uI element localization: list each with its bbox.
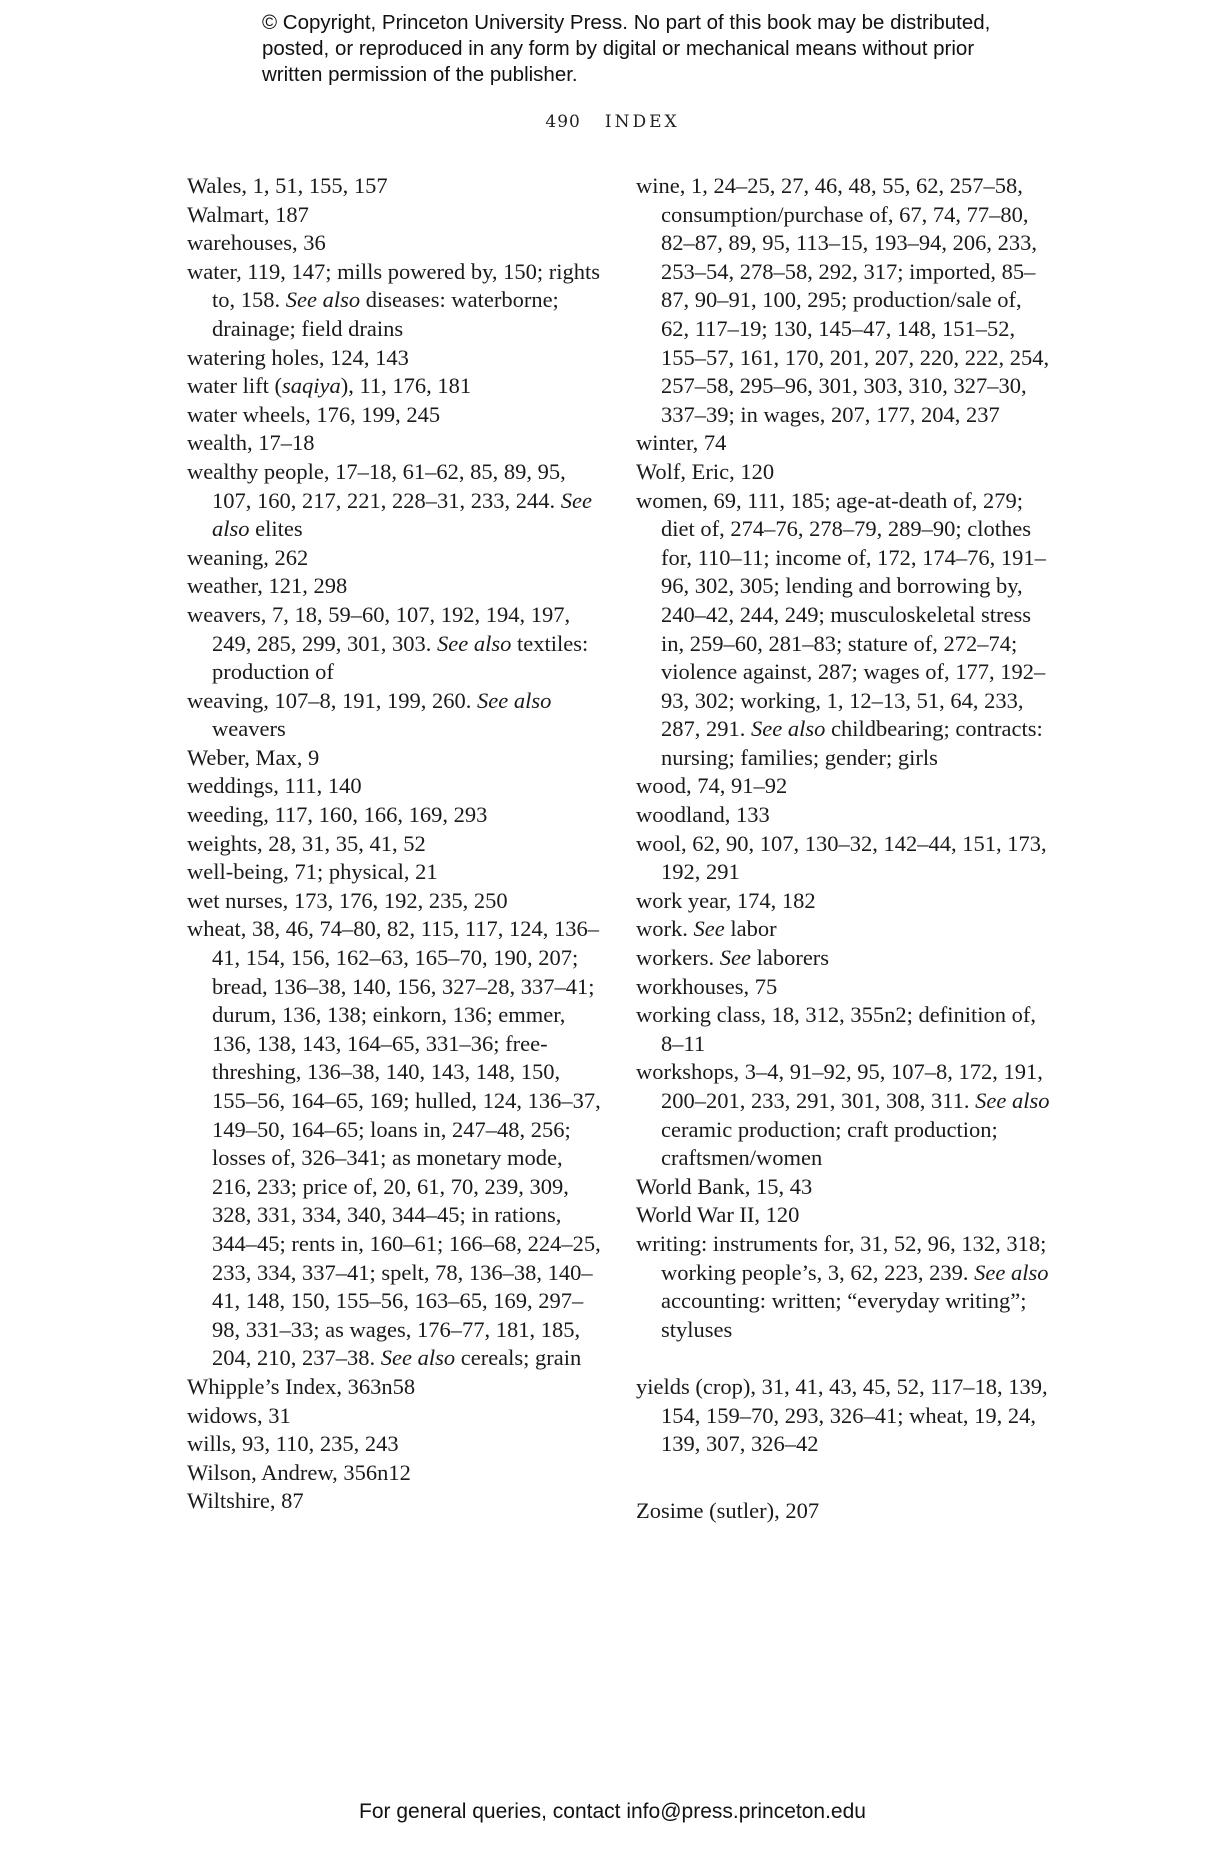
index-entry [636, 172, 1051, 429]
entry-text: work year, 174, 182 [636, 887, 816, 913]
entry-cross-reference: diseases: waterborne; drainage; field drains [212, 287, 559, 341]
index-entry [187, 772, 602, 801]
index-entry [187, 1373, 602, 1402]
index-entry [636, 1373, 1051, 1459]
entry-text: wealthy people, 17–18, 61–62, 85, 89, 95, 107, 160, 217, 221, 228–31, 233, 244. [187, 458, 566, 513]
index-entry [187, 915, 602, 1373]
entry-text: winter, 74 [636, 430, 727, 456]
index-entry [636, 1001, 1051, 1058]
entry-text: wool, 62, 90, 107, 130–32, 142–44, 151, 173, 192, 291 [636, 830, 1047, 885]
entry-text: well-being, 71; physical, 21 [187, 859, 438, 885]
index-entry [187, 544, 602, 573]
index-entry [187, 1459, 602, 1488]
index-entry [187, 258, 602, 344]
entry-text: yields (crop), 31, 41, 43, 45, 52, 117–18, 139, 154, 159–70, 293, 326–41; wheat, 19, 24, 139, 307, 326–42 [636, 1373, 1048, 1457]
see-also-label: See also [975, 1088, 1050, 1113]
entry-text: World War II, 120 [636, 1202, 800, 1228]
see-also-label: See [719, 945, 751, 971]
index-entry [187, 229, 602, 258]
entry-text: Zosime (sutler), 207 [636, 1497, 820, 1523]
entry-text: writing: instruments for, 31, 52, 96, 132, 318; working people’s, 3, 62, 223, 239. [636, 1230, 1047, 1285]
entry-text: weavers, 7, 18, 59–60, 107, 192, 194, 197, 249, 285, 299, 301, 303. [187, 601, 571, 656]
entry-text: wood, 74, 91–92 [636, 773, 788, 799]
index-entry [187, 429, 602, 458]
index-entry [636, 1173, 1051, 1202]
entry-text: work. [636, 916, 688, 942]
entry-text: workers. [636, 945, 715, 971]
section-title: INDEX [604, 112, 680, 132]
entry-text: water wheels, 176, 199, 245 [187, 401, 441, 427]
index-entry [636, 944, 1051, 973]
index-entry [636, 915, 1051, 944]
footer-contact: For general queries, contact info@press.princeton.edu [359, 1800, 866, 1823]
index-entry [187, 344, 602, 373]
index-entry [187, 858, 602, 887]
index-entry [636, 1230, 1051, 1344]
entry-text: Walmart, 187 [187, 201, 309, 227]
index-entry [636, 458, 1051, 487]
entry-text: weeding, 117, 160, 166, 169, 293 [187, 802, 488, 828]
entry-text: weaving, 107–8, 191, 199, 260. [187, 687, 472, 713]
entry-text: widows, 31 [187, 1402, 291, 1428]
index-entry [636, 887, 1051, 916]
entry-text: Whipple’s Index, 363n58 [187, 1373, 416, 1399]
index-entry [636, 830, 1051, 887]
entry-cross-reference: ceramic production; craft production; craftsmen/women [661, 1116, 998, 1171]
entry-text: wealth, 17–18 [187, 430, 315, 456]
entry-text: workhouses, 75 [636, 973, 778, 999]
index-entry [636, 487, 1051, 773]
index-entry [187, 201, 602, 230]
see-also-label: See also [285, 287, 361, 313]
index-entry [187, 372, 602, 401]
entry-text: wills, 93, 110, 235, 243 [187, 1431, 399, 1457]
entry-cross-reference: accounting: written; “everyday writing”; styluses [661, 1288, 1027, 1342]
index-entry [187, 830, 602, 859]
index-column-right [636, 172, 1051, 1525]
index-entry [187, 887, 602, 916]
index-column-left [187, 172, 602, 1516]
page-number: 490 [545, 112, 581, 132]
entry-text: Wales, 1, 51, 155, 157 [187, 173, 388, 198]
entry-cross-reference: elites [255, 516, 303, 542]
entry-cross-reference: childbearing; contracts: nursing; families; gender; girls [661, 716, 1043, 770]
entry-cross-reference: weavers [212, 716, 286, 742]
index-entry [187, 458, 602, 544]
entry-text: wine, 1, 24–25, 27, 46, 48, 55, 62, 257–58, consumption/purchase of, 67, 74, 77–80, 82–87, 89, 95, 113–15, 193–94, 206, 233, 253–54, 278–58, 292, 317; imported, 85–87, 90–91, 100, 295; production/sale of, 62, 117–19; 130, 145–47, 148, 151–52, 155–57, 161, 170, 201, 207, 220, 222, 254, 257–58, 295–96, 301, 303, 310, 327–30, 337–39; in wages, 207, 177, 204, 237 [636, 173, 1050, 427]
entry-text: Wolf, Eric, 120 [636, 458, 775, 484]
see-also-label: See also [751, 716, 826, 742]
entry-text: water lift ( [187, 373, 282, 399]
index-entry [187, 172, 602, 201]
entry-text: Wiltshire, 87 [187, 1488, 304, 1514]
index-entry [187, 601, 602, 687]
entry-cross-reference: cereals; grain [460, 1345, 582, 1371]
entry-text: watering holes, 124, 143 [187, 344, 409, 370]
entry-text: Wilson, Andrew, 356n12 [187, 1459, 411, 1485]
see-also-label: See also [476, 687, 552, 713]
index-entry [187, 572, 602, 601]
entry-text: working class, 18, 312, 355n2; definition of, 8–11 [636, 1002, 1036, 1056]
copyright-notice: © Copyright, Princeton University Press. No part of this book may be distributed, posted, or reproduced in any form by digital or mechanical means without prior written permission of the publisher. [262, 11, 991, 86]
entry-text: weddings, 111, 140 [187, 773, 362, 799]
index-entry [187, 401, 602, 430]
entry-text: water, 119, 147; mills powered by, 150; rights to, 158. [187, 258, 600, 313]
running-head [0, 112, 1225, 132]
entry-cross-reference: textiles: production of [212, 630, 589, 685]
entry-text: weather, 121, 298 [187, 573, 348, 599]
see-also-label: See also [437, 630, 512, 656]
entry-cross-reference: laborers [756, 945, 830, 971]
see-also-label: See also [974, 1259, 1049, 1285]
index-entry [187, 801, 602, 830]
see-also-label: See also [380, 1345, 456, 1371]
index-entry [636, 1201, 1051, 1230]
index-entry [636, 429, 1051, 458]
entry-text: workshops, 3–4, 91–92, 95, 107–8, 172, 191, 200–201, 233, 291, 301, 308, 311. [636, 1059, 1043, 1113]
index-entry [187, 744, 602, 773]
entry-text: warehouses, 36 [187, 230, 326, 256]
index-entry [636, 1497, 1051, 1526]
index-entry [636, 801, 1051, 830]
entry-text: women, 69, 111, 185; age-at-death of, 279; diet of, 274–76, 278–79, 289–90; clothes for, 110–11; income of, 172, 174–76, 191–96, 302, 305; lending and borrowing by, 240–42, 244, 249; musculoskeletal stress in, 259–60, 281–83; stature of, 272–74; violence against, 287; wages of, 177, 192–93, 302; working, 1, 12–13, 51, 64, 233, 287, 291. [636, 487, 1046, 742]
index-entry [636, 772, 1051, 801]
see-also-label: See also [212, 487, 592, 542]
entry-text: weights, 28, 31, 35, 41, 52 [187, 830, 426, 856]
index-entry [636, 973, 1051, 1002]
index-entry [187, 1487, 602, 1516]
entry-text: World Bank, 15, 43 [636, 1173, 813, 1199]
see-also-label: See [693, 916, 725, 942]
entry-cross-reference: ), 11, 176, 181 [340, 373, 472, 399]
index-entry [187, 1402, 602, 1431]
entry-text: weaning, 262 [187, 544, 309, 570]
entry-cross-reference: labor [730, 916, 777, 942]
index-entry [636, 1058, 1051, 1172]
index-entry [187, 687, 602, 744]
entry-text: woodland, 133 [636, 802, 770, 828]
entry-text: Weber, Max, 9 [187, 744, 320, 770]
entry-text: wet nurses, 173, 176, 192, 235, 250 [187, 887, 508, 913]
entry-text: wheat, 38, 46, 74–80, 82, 115, 117, 124, 136–41, 154, 156, 162–63, 165–70, 190, 207; bread, 136–38, 140, 156, 327–28, 337–41; durum, 136, 138; einkorn, 136; emmer, 136, 138, 143, 164–65, 331–36; free-threshing, 136–38, 140, 143, 148, 150, 155–56, 164–65, 169; hulled, 124, 136–37, 149–50, 164–65; loans in, 247–48, 256; losses of, 326–341; as monetary mode, 216, 233; price of, 20, 61, 70, 239, 309, 328, 331, 334, 340, 344–45; in rations, 344–45; rents in, 160–61; 166–68, 224–25, 233, 334, 337–41; spelt, 78, 136–38, 140–41, 148, 150, 155–56, 163–65, 169, 297–98, 331–33; as wages, 176–77, 181, 185, 204, 210, 237–38. [187, 916, 601, 1371]
index-entry [187, 1430, 602, 1459]
entry-italic-term: saqiya [281, 373, 341, 399]
